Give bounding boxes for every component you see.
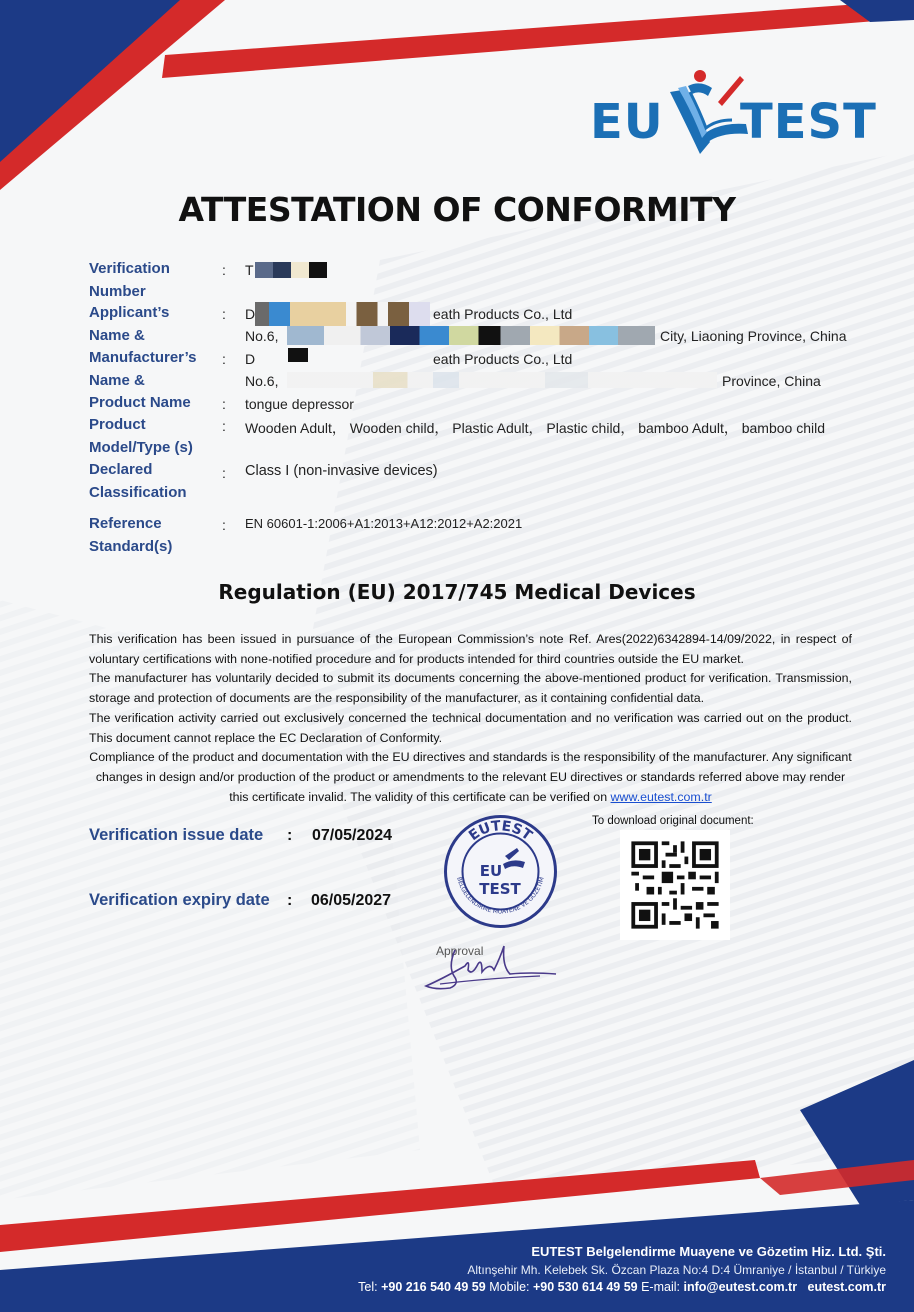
seal-ring-text: BELGELENDİRME MUAYENE VE GÖZETİM (455, 876, 546, 916)
date-colon: : (287, 827, 293, 844)
field-colon: : (222, 351, 226, 367)
expiry-date-label: Verification expiry date (89, 891, 270, 909)
qr-code[interactable] (620, 830, 730, 940)
label-line: Model/Type (s) (89, 438, 193, 456)
product-name-label: Product Name (89, 394, 191, 411)
redaction-block (287, 326, 655, 345)
document-title: ATTESTATION OF CONFORMITY (178, 190, 736, 229)
verification-number-label (89, 258, 170, 303)
eutest-logo (588, 62, 877, 162)
label-line: Verification (89, 260, 170, 277)
manufacturer-address-prefix: No.6, (245, 373, 279, 389)
reference-value: EN 60601-1:2006+A1:2013+A12:2012+A2:2021 (245, 516, 523, 531)
tel-value: +90 216 540 49 59 (381, 1280, 486, 1294)
qr-caption: To download original document: (592, 815, 754, 827)
applicant-address-suffix: City, Liaoning Province, China (660, 328, 847, 344)
approval-label: Approval (436, 944, 484, 958)
label-line: Declared (89, 461, 153, 478)
seal-mid-eu: EU (479, 862, 503, 880)
email-value: info@eutest.com.tr (683, 1280, 798, 1294)
mobile-label: Mobile: (489, 1280, 530, 1294)
product-name-value: tongue depressor (245, 396, 354, 412)
seal-mid-test: TEST (479, 880, 521, 898)
expiry-date-value: 06/05/2027 (311, 892, 392, 909)
field-colon: : (222, 517, 226, 533)
field-colon: : (222, 465, 226, 481)
qr-code-icon (620, 830, 730, 940)
date-colon: : (287, 892, 293, 909)
applicant-address-prefix: No.6, (245, 328, 279, 344)
issue-date-label: Verification issue date (89, 826, 264, 844)
label-line: Name & (89, 326, 145, 344)
paragraph-compliance (89, 748, 852, 807)
field-colon: : (222, 418, 226, 434)
tel-label: Tel: (358, 1280, 378, 1294)
field-colon: : (222, 396, 226, 412)
field-colon: : (222, 306, 226, 322)
label-line: Classification (89, 483, 187, 501)
label-line: Reference (89, 515, 162, 532)
paragraph-submission: The manufacturer has voluntarily decided to submit its documents concerning the above-mentioned product for verification. Transmission, storage and protection of documents are the responsibility of the manufacturer, as it containing confidential data. (89, 671, 852, 706)
redaction-block (288, 348, 308, 362)
applicant-label (89, 302, 169, 347)
book-pen-logo-icon (660, 62, 750, 158)
product-model-value: Wooden Adult， Wooden child， Plastic Adult， Plastic child， bamboo Adult， bamboo child (245, 420, 826, 436)
footer-contact (358, 1280, 886, 1294)
redaction-block (255, 302, 430, 326)
issue-date-value: 07/05/2024 (312, 827, 393, 844)
email-label: E-mail: (641, 1280, 680, 1294)
paragraph-verification: The verification activity carried out exclusively concerned the technical documentation and no verification was carried out on the product. This document cannot replace the EC Declaration of Conformity. (89, 710, 852, 745)
manufacturer-name-prefix: D (245, 351, 256, 367)
label-line: Applicant’s (89, 304, 170, 321)
body-text (89, 630, 852, 807)
label-line: Product (89, 416, 146, 433)
footer-company: EUTEST Belgelendirme Muayene ve Gözetim Hiz. Ltd. Şti. (531, 1244, 886, 1259)
regulation-heading: Regulation (EU) 2017/745 Medical Devices (218, 580, 696, 604)
classification-value: Class I (non-invasive devices) (245, 463, 438, 479)
manufacturer-label (89, 347, 197, 392)
signature (420, 936, 560, 996)
paragraph-scope: This verification has been issued in pursuance of the European Commission’s note Ref. Ares(2022)6342894-14/09/2022, in respect of voluntary certifications with none-notified procedure and for products intended for third countries outside the EU market. (89, 632, 852, 666)
compliance-text: Compliance of the product and documentation with the EU directives and standards is the responsibility of the manufacturer. Any significant changes in design and/or production of the product or amendments to the relevant EU directives or standards referred above may render this certificate invalid. The validity of this certificate can be verified on (89, 750, 852, 804)
applicant-name-prefix: D (245, 306, 256, 322)
eutest-seal-stamp (443, 814, 558, 929)
verification-number-value: T (245, 262, 254, 278)
seal-top-text: EUTEST (466, 818, 535, 845)
manufacturer-name-suffix: eath Products Co., Ltd (433, 351, 573, 367)
label-line: Name & (89, 371, 145, 389)
label-line: Standard(s) (89, 537, 173, 555)
redaction-block (255, 262, 327, 278)
verification-link[interactable]: www.eutest.com.tr (610, 789, 712, 804)
mobile-value: +90 530 614 49 59 (532, 1280, 638, 1294)
field-colon: : (222, 262, 226, 278)
label-line: Manufacturer’s (89, 349, 197, 366)
website-value: eutest.com.tr (807, 1280, 886, 1294)
label-line: Number (89, 282, 146, 300)
redaction-block (287, 372, 717, 388)
product-model-label (89, 414, 193, 459)
classification-label (89, 459, 187, 504)
applicant-name-suffix: eath Products Co., Ltd (433, 306, 573, 322)
footer-address: Altınşehir Mh. Kelebek Sk. Özcan Plaza No:4 D:4 Ümraniye / İstanbul / Türkiye (467, 1263, 886, 1277)
reference-label (89, 513, 172, 558)
logo-text-test: TEST (740, 94, 877, 150)
logo-text-eu: EU (590, 94, 664, 150)
manufacturer-address-suffix: Province, China (722, 373, 821, 389)
